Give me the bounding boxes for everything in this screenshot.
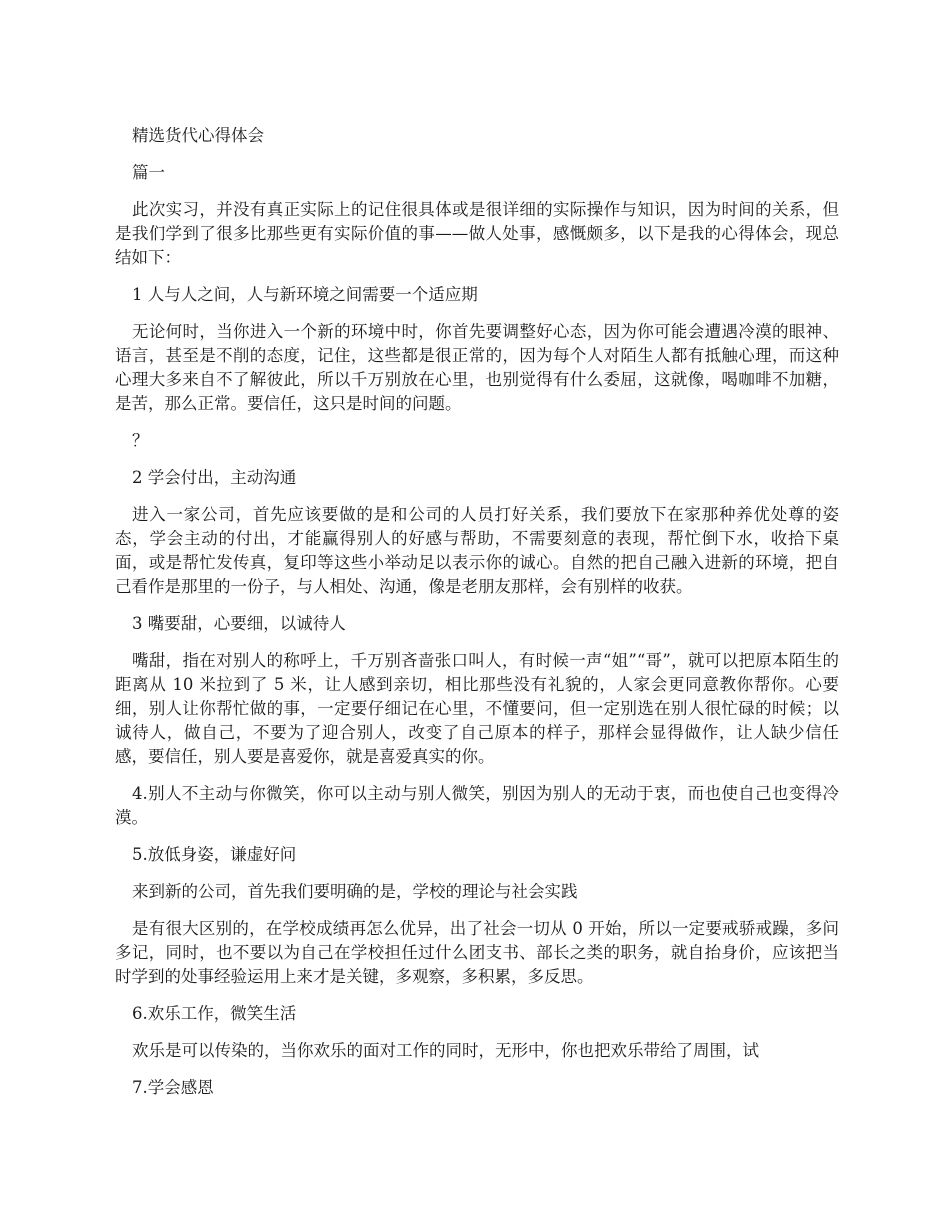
document-body <box>115 124 839 1113</box>
section-heading: 篇一 <box>132 163 165 182</box>
paragraph: 1 人与人之间，人与新环境之间需要一个适应期 <box>132 285 478 304</box>
paragraph: 是有很大区别的，在学校成绩再怎么优异，出了社会一切从 0 开始，所以一定要戒骄戒躁，多问多记，同时，也不要以为自己在学校担任过什么团支书、部长之类的职务，就自抬身价，应该把当时学到的处事经验运用上来才是关键，多观察，多积累，多反思。 <box>115 919 839 986</box>
paragraph: 2 学会付出，主动沟通 <box>132 468 297 487</box>
paragraph: 来到新的公司，首先我们要明确的是，学校的理论与社会实践 <box>132 882 578 901</box>
paragraph: 无论何时，当你进入一个新的环境中时，你首先要调整好心态，因为你可能会遭遇冷漠的眼神、语言，甚至是不削的态度，记住，这些都是很正常的，因为每个人对陌生人都有抵触心理，而这种心理大多来自不了解彼此，所以千万别放在心里，也别觉得有什么委屈，这就像，喝咖啡不加糖，是苦，那么正常。要信任，这只是时间的问题。 <box>115 322 839 413</box>
paragraph: 欢乐是可以传染的，当你欢乐的面对工作的同时，无形中，你也把欢乐带给了周围，试 <box>132 1041 759 1060</box>
paragraph: 进入一家公司，首先应该要做的是和公司的人员打好关系，我们要放下在家那种养优处尊的姿态，学会主动的付出，才能赢得别人的好感与帮助，不需要刻意的表现，帮忙倒下水，收拾下桌面，或是帮忙发传真，复印等这些小举动足以表示你的诚心。自然的把自己融入进新的环境，把自己看作是那里的一份子，与人相处、沟通，像是老朋友那样，会有别样的收获。 <box>115 505 839 596</box>
paragraph: 5.放低身姿，谦虚好问 <box>132 845 297 864</box>
paragraph: 6.欢乐工作，微笑生活 <box>132 1004 297 1023</box>
paragraph: ？ <box>132 431 149 450</box>
paragraph: 7.学会感恩 <box>132 1078 214 1097</box>
paragraph: 4.别人不主动与你微笑，你可以主动与别人微笑，别因为别人的无动于衷，而也使自己也变得冷漠。 <box>115 784 839 827</box>
paragraph: 3 嘴要甜，心要细，以诚待人 <box>132 614 346 633</box>
document-title: 精选货代心得体会 <box>132 126 264 145</box>
paragraph: 此次实习，并没有真正实际上的记住很具体或是很详细的实际操作与知识，因为时间的关系，但是我们学到了很多比那些更有实际价值的事——做人处事，感慨颇多，以下是我的心得体会，现总结如下： <box>115 200 839 267</box>
paragraph: 嘴甜，指在对别人的称呼上，千万别吝啬张口叫人，有时候一声“姐”“哥”，就可以把原本陌生的距离从 10 米拉到了 5 米，让人感到亲切，相比那些没有礼貌的，人家会更同意教你帮你。心要细，别人让你帮忙做的事，一定要仔细记在心里，不懂要问，但一定别选在别人很忙碌的时候；以诚待人，做自己，不要为了迎合别人，改变了自己原本的样子，那样会显得做作，让人缺少信任感，要信任，别人要是喜爱你，就是喜爱真实的你。 <box>115 651 839 766</box>
